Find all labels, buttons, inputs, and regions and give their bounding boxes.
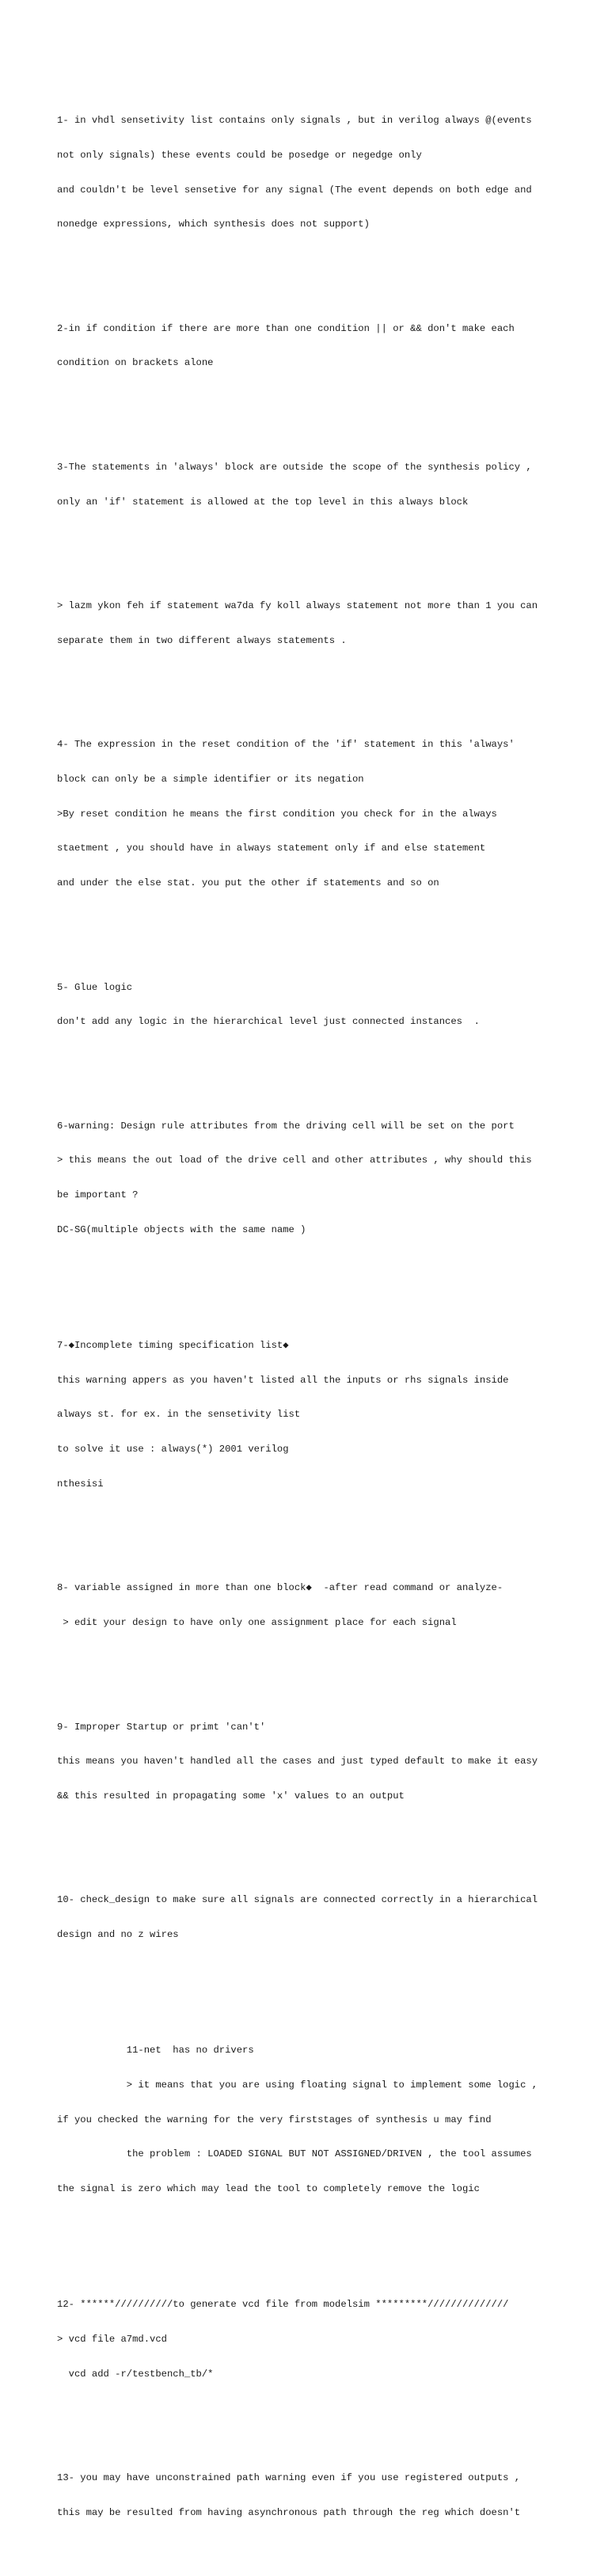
paragraph-1 [57,92,595,253]
text-line: 11-net has no drivers [57,2045,254,2057]
paragraph-3 [57,439,595,531]
paragraph-10 [57,1871,595,1964]
text-line: always st. for ex. in the sensetivity list [57,1409,301,1421]
text-line: 6-warning: Design rule attributes from the driving cell will be set on the port [57,1120,515,1132]
text-line: don't add any logic in the hierarchical level just connected instances . [57,1016,480,1028]
text-line: && this resulted in propagating some 'x' values to an output [57,1790,405,1802]
text-line: condition on brackets alone [57,357,214,369]
text-line: > lazm ykon feh if statement wa7da fy koll always statement not more than 1 you can [57,599,538,611]
text-line: 5- Glue logic [57,981,133,993]
text-line: this warning appers as you haven't listed all the inputs or rhs signals inside [57,1374,509,1386]
text-line: and couldn't be level sensetive for any signal (The event depends on both edge and [57,184,532,196]
text-line: DC-SG(multiple objects with the same name ) [57,1223,306,1235]
text-line: 3-The statements in 'always' block are outside the scope of the synthesis policy , [57,461,532,473]
text-line: > vcd file a7md.vcd [57,2333,167,2345]
text-line: the problem : LOADED SIGNAL BUT NOT ASSIGNED/DRIVEN , the tool assumes [57,2148,532,2160]
paragraph-6 [57,1097,595,1258]
text-line: the signal is zero which may lead the tool to completely remove the logic [57,2183,480,2195]
text-line: 1- in vhdl sensetivity list contains only signals , but in verilog always @(events [57,114,532,126]
text-line: design and no z wires [57,1929,179,1941]
text-line: not only signals) these events could be posedge or negedge only [57,149,422,161]
text-line: this may be resulted from having asynchronous path through the reg which doesn't [57,2506,521,2518]
text-line: this means you haven't handled all the cases and just typed default to make it easy [57,1756,538,1767]
text-line: 7-◆Incomplete timing specification list◆ [57,1339,289,1351]
text-line: 2-in if condition if there are more than one condition || or && don't make each [57,322,515,334]
paragraph-7 [57,1317,595,1513]
text-line: block can only be a simple identifier or its negation [57,773,364,785]
paragraph-13 [57,2449,595,2542]
text-line: 13- you may have unconstrained path warning even if you use registered outputs , [57,2472,521,2484]
text-line: and under the else stat. you put the other if statements and so on [57,877,439,889]
paragraph-5 [57,958,595,1051]
text-line: vcd add -r/testbench_tb/* [57,2368,214,2380]
text-line: to solve it use : always(*) 2001 verilog [57,1444,289,1455]
text-line: staetment , you should have in always statement only if and else statement [57,843,486,854]
paragraph-9 [57,1698,595,1825]
text-line: 12- ******//////////to generate vcd file from modelsim *********////////////// [57,2299,509,2311]
text-line: only an 'if' statement is allowed at the top level in this always block [57,496,469,508]
text-line: 10- check_design to make sure all signals are connected correctly in a hierarchical [57,1894,538,1906]
text-line: >By reset condition he means the first condition you check for in the always [57,808,497,820]
paragraph-4 [57,716,595,912]
paragraph-11 [57,2022,595,2218]
text-line: 9- Improper Startup or primt 'can't' [57,1721,266,1733]
text-line: nonedge expressions, which synthesis does not support) [57,219,370,230]
text-line: 8- variable assigned in more than one block◆ -after read command or analyze- [57,1582,504,1594]
text-line: 4- The expression in the reset condition of the 'if' statement in this 'always' [57,739,515,751]
text-line: nthesisi [57,1478,104,1490]
paragraph-12 [57,2276,595,2403]
text-line: > this means the out load of the drive cell and other attributes , why should this [57,1155,532,1166]
text-line: if you checked the warning for the very firststages of synthesis u may find [57,2114,492,2125]
text-line: be important ? [57,1189,139,1201]
paragraph-8 [57,1559,595,1652]
text-line: > it means that you are using floating signal to implement some logic , [57,2079,538,2091]
paragraph-3-note [57,577,595,670]
text-line: > edit your design to have only one assignment place for each signal [57,1617,457,1629]
document-page [57,57,595,2576]
text-line: separate them in two different always statements . [57,634,347,646]
paragraph-2 [57,299,595,392]
